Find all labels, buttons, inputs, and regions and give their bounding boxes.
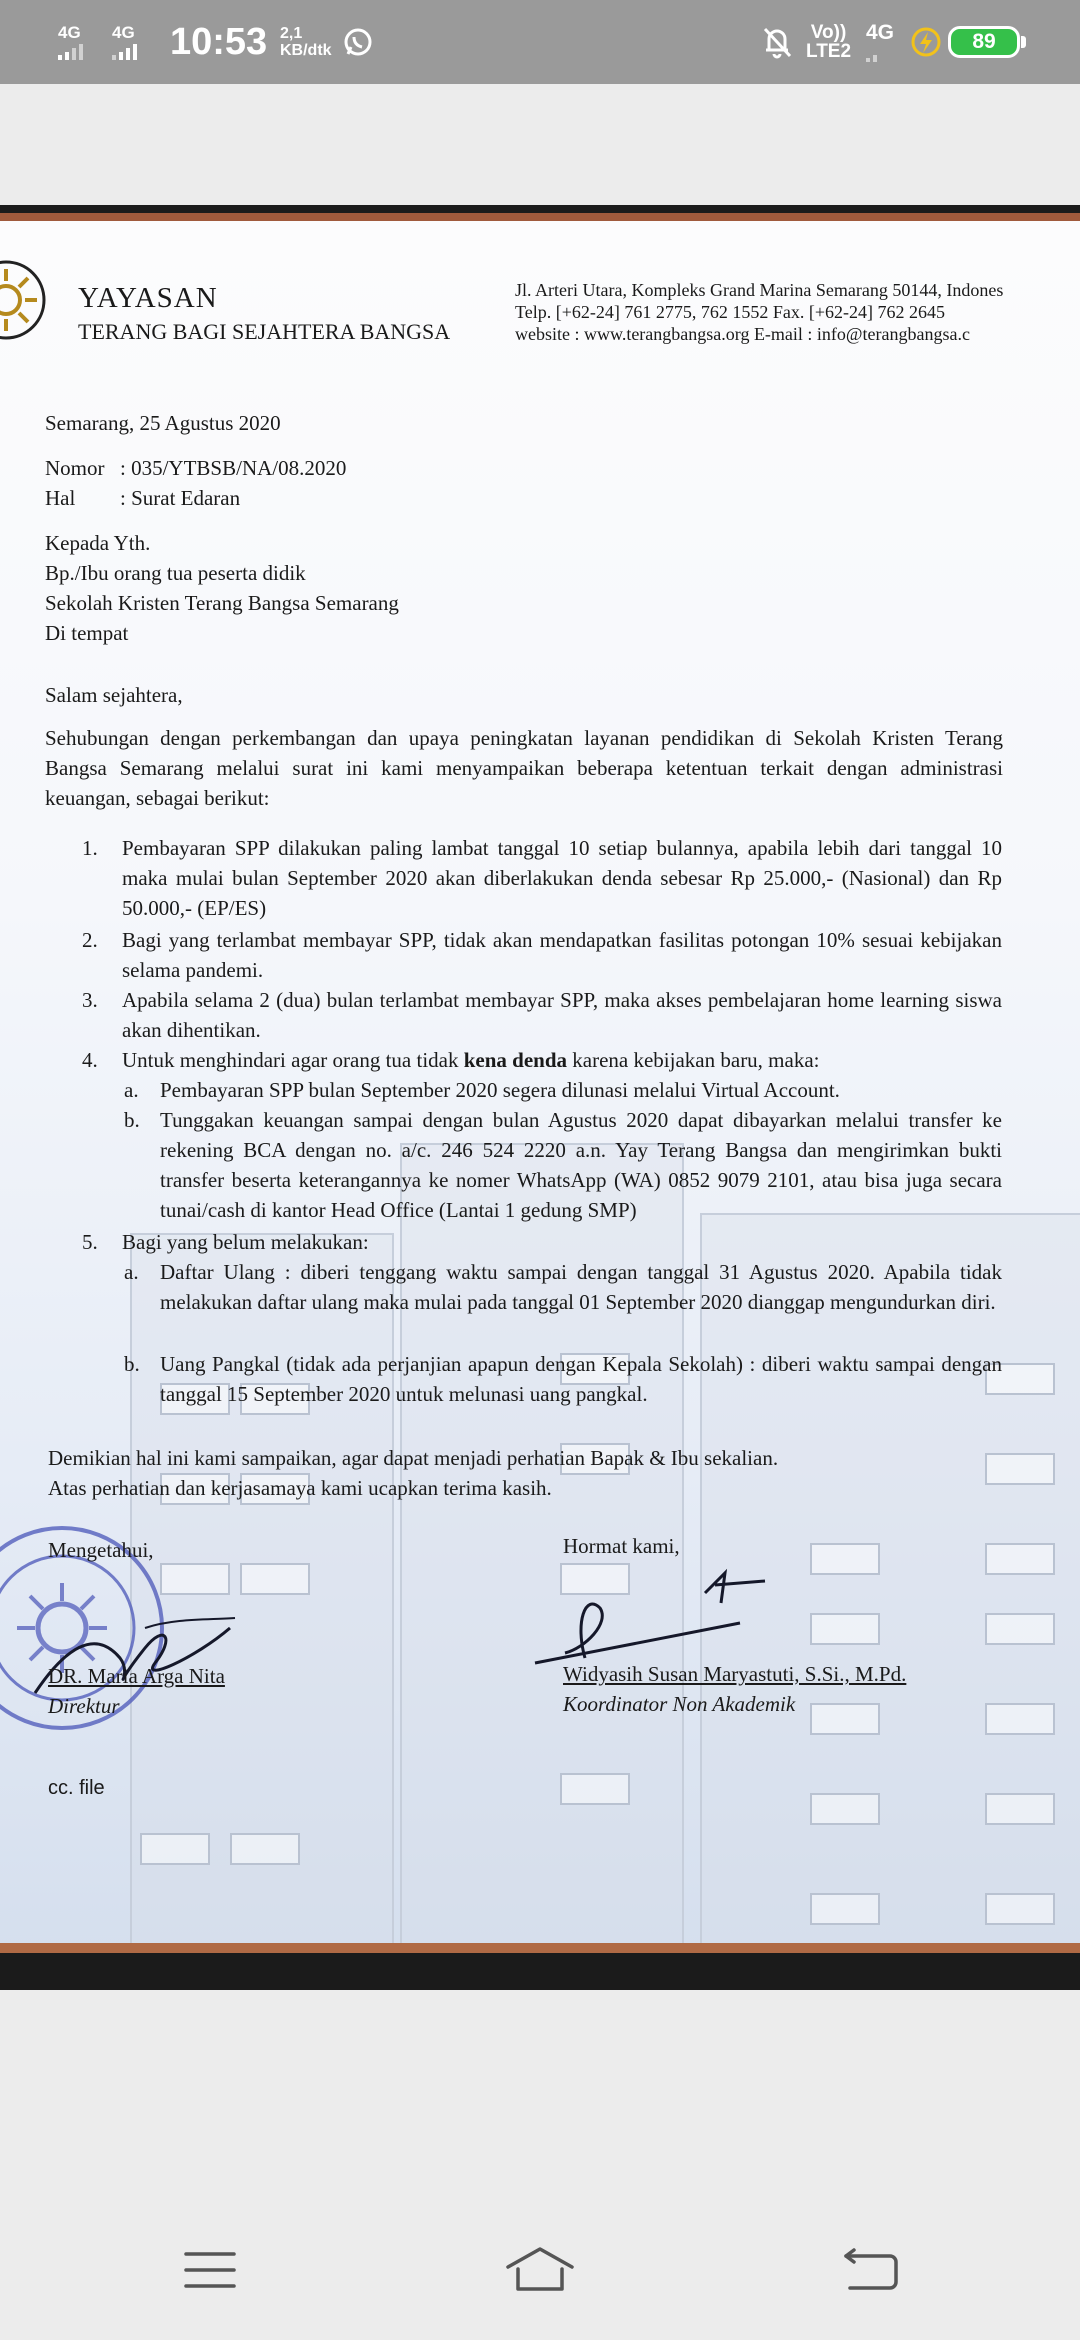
speed-value: 2,1 bbox=[280, 25, 303, 42]
list-number: 4. bbox=[82, 1048, 98, 1072]
signer-right-name: Widyasih Susan Maryastuti, S.Si., M.Pd. bbox=[563, 1662, 907, 1686]
volte-label: Vo)) bbox=[810, 22, 847, 43]
signal-sim2 bbox=[112, 0, 137, 84]
network-type-2: 4G bbox=[112, 23, 135, 42]
org-phone-line: Telp. [+62-24] 761 2775, 762 1552 Fax. [+62-24] 762 2645 bbox=[515, 302, 945, 322]
whatsapp-icon bbox=[342, 0, 374, 84]
signer-left-title: Direktur bbox=[48, 1694, 120, 1718]
list-number: 2. bbox=[82, 928, 98, 952]
home-button[interactable] bbox=[480, 2200, 600, 2340]
regards-label: Hormat kami, bbox=[563, 1534, 680, 1558]
org-web-line: website : www.terangbangsa.org E-mail : info@terangbangsa.c bbox=[515, 324, 970, 344]
network-speed bbox=[280, 0, 332, 84]
letter-date: Semarang, 25 Agustus 2020 bbox=[45, 411, 281, 435]
org-name: TERANG BAGI SEJAHTERA BANGSA bbox=[78, 319, 451, 344]
list-item-5a: Daftar Ulang : diberi tenggang waktu sampai dengan tanggal 31 Agustus 2020. Apabila tidak melakukan daftar ulang maka mulai pada tanggal 01 September 2020 dianggap mengundurkan diri. bbox=[160, 1260, 1002, 1314]
sub-list-letter: b. bbox=[124, 1108, 140, 1132]
signal-bars-icon bbox=[866, 46, 877, 62]
letter-subject-label: Hal bbox=[45, 486, 76, 510]
signal-sim3 bbox=[866, 0, 894, 84]
back-button[interactable] bbox=[810, 2200, 930, 2340]
recipient-line: Kepada Yth. bbox=[45, 531, 151, 555]
org-address-line: Jl. Arteri Utara, Kompleks Grand Marina Semarang 50144, Indones bbox=[515, 280, 1004, 300]
list-item-1: Pembayaran SPP dilakukan paling lambat tanggal 10 setiap bulannya, apabila lebih dari tanggal 10 maka mulai bulan September 2020 akan diberlakukan denda sebesar Rp 25.000,- (Nasional) dan Rp 50.000,- (EP/ES) bbox=[122, 836, 1002, 920]
battery-level: 89 bbox=[948, 26, 1020, 58]
foundation-logo-icon bbox=[0, 255, 46, 345]
list-item-4-text: Untuk menghindari agar orang tua tidak bbox=[122, 1048, 464, 1072]
navigation-bar bbox=[0, 2200, 1080, 2340]
sub-list-letter: a. bbox=[124, 1078, 139, 1102]
recipient-line: Sekolah Kristen Terang Bangsa Semarang bbox=[45, 591, 399, 615]
list-item-4-text-end: karena kebijakan baru, maka: bbox=[567, 1048, 820, 1072]
list-item-5: Bagi yang belum melakukan: bbox=[122, 1230, 369, 1254]
list-item-4a: Pembayaran SPP bulan September 2020 segera dilunasi melalui Virtual Account. bbox=[160, 1078, 840, 1102]
signer-left-name: DR. Maria Arga Nita bbox=[48, 1664, 225, 1688]
battery-indicator bbox=[948, 0, 1020, 84]
document-image bbox=[0, 213, 1080, 1953]
status-bar bbox=[0, 0, 1080, 84]
bell-off-icon bbox=[760, 0, 794, 84]
home-icon bbox=[502, 2245, 578, 2295]
list-number: 1. bbox=[82, 836, 98, 860]
list-item-4b: Tunggakan keuangan sampai dengan bulan Agustus 2020 dapat dibayarkan melalui transfer ke rekening BCA dengan no. a/c. 246 524 2220 a.n. Yay Terang Bangsa dan mengirimkan bukti transfer beserta keterangannya ke nomer WhatsApp (WA) 0852 9079 2101, atau bisa juga secara tunai/cash di kantor Head Office (Lantai 1 gedung SMP) bbox=[160, 1108, 1002, 1222]
sub-list-letter: a. bbox=[124, 1260, 139, 1284]
list-number: 5. bbox=[82, 1230, 98, 1254]
recipient-line: Bp./Ibu orang tua peserta didik bbox=[45, 561, 306, 585]
list-item-4 bbox=[122, 1045, 820, 1075]
letter-number-label: Nomor bbox=[45, 456, 105, 480]
list-item-5b: Uang Pangkal (tidak ada perjanjian apapun dengan Kepala Sekolah) : diberi waktu sampai dengan tanggal 15 September 2020 untuk melunasi uang pangkal. bbox=[160, 1352, 1002, 1406]
list-item-2: Bagi yang terlambat membayar SPP, tidak akan mendapatkan fasilitas potongan 10% sesuai kebijakan selama pandemi. bbox=[122, 928, 1002, 982]
intro-paragraph: Sehubungan dengan perkembangan dan upaya peningkatan layanan pendidikan di Sekolah Kristen Terang Bangsa Semarang melalui surat ini kami menyampaikan beberapa ketentuan terkait dengan administrasi keuangan, sebagai berikut: bbox=[45, 726, 1003, 810]
letter-number: : 035/YTBSB/NA/08.2020 bbox=[120, 456, 347, 480]
speed-unit: KB/dtk bbox=[280, 42, 332, 59]
signature-right-icon bbox=[525, 1563, 785, 1673]
back-icon bbox=[840, 2248, 900, 2292]
list-item-3: Apabila selama 2 (dua) bulan terlambat membayar SPP, maka akses pembelajaran home learning siswa akan dihentikan. bbox=[122, 988, 1002, 1042]
signer-right-title: Koordinator Non Akademik bbox=[563, 1692, 796, 1716]
recipient-line: Di tempat bbox=[45, 621, 129, 645]
sub-list-letter: b. bbox=[124, 1352, 140, 1376]
closing-line: Atas perhatian dan kerjasamaya kami ucapkan terima kasih. bbox=[48, 1476, 552, 1500]
list-number: 3. bbox=[82, 988, 98, 1012]
signal-sim1 bbox=[58, 0, 83, 84]
bolt-icon bbox=[910, 0, 942, 84]
volte-indicator bbox=[806, 0, 851, 84]
network-type-1: 4G bbox=[58, 23, 81, 42]
menu-button[interactable] bbox=[150, 2200, 270, 2340]
letter-subject: : Surat Edaran bbox=[120, 486, 241, 510]
signal-bars-icon bbox=[58, 44, 83, 60]
closing-line: Demikian hal ini kami sampaikan, agar dapat menjadi perhatian Bapak & Ibu sekalian. bbox=[48, 1446, 779, 1470]
list-item-4-emphasis: kena denda bbox=[463, 1048, 568, 1072]
network-type-3: 4G bbox=[866, 21, 895, 44]
lte-label: LTE2 bbox=[806, 41, 852, 62]
org-title: YAYASAN bbox=[78, 282, 218, 314]
clock: 10:53 bbox=[170, 20, 268, 63]
acknowledged-label: Mengetahui, bbox=[48, 1538, 154, 1562]
cc-note: cc. file bbox=[48, 1777, 105, 1799]
menu-icon bbox=[182, 2248, 238, 2292]
greeting: Salam sejahtera, bbox=[45, 683, 183, 707]
signal-bars-icon bbox=[112, 44, 137, 60]
